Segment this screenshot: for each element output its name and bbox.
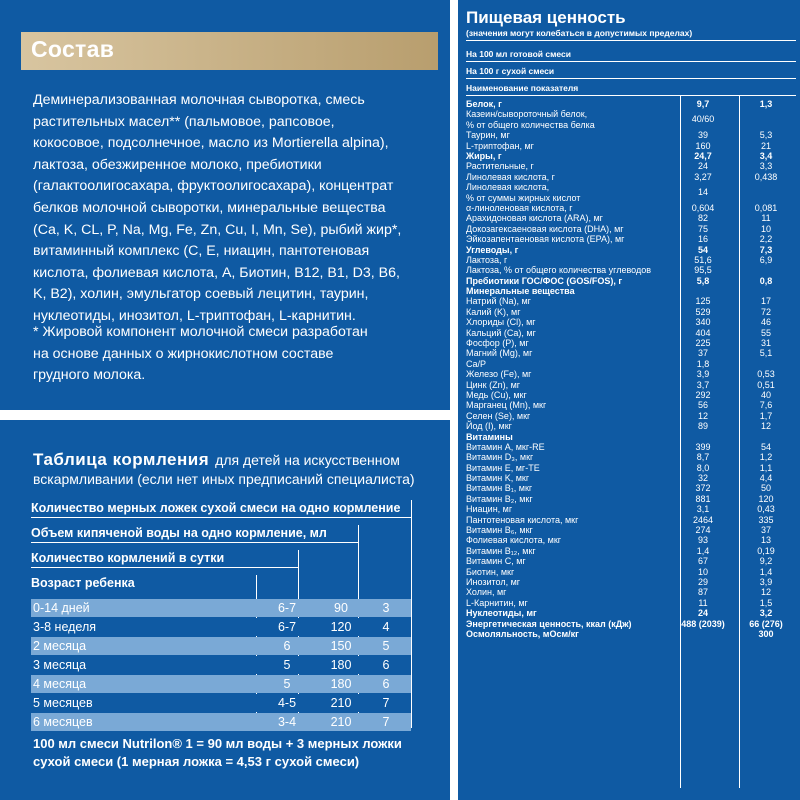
nutrient-name: Инозитол, мг (466, 577, 521, 587)
nutrient-name: Углеводы, г (466, 244, 519, 255)
per-100ml-value: 0,19 (757, 545, 775, 556)
nutrition-row (466, 276, 798, 286)
nutrition-row (466, 463, 798, 473)
nutrient-name: Витамин B₁, мкг (466, 483, 533, 494)
header-water: Объем кипяченой воды на одно кормление, мл (31, 525, 358, 543)
nutrition-row (466, 390, 798, 400)
per-100ml-value: 55 (760, 327, 771, 338)
header-spoons: Количество мерных ложек сухой смеси на одно кормление (31, 500, 411, 518)
composition-panel (0, 0, 450, 410)
per-100ml-value: 0,53 (757, 369, 775, 380)
nutrient-name: Биотин, мкг (466, 566, 515, 577)
nutrient-name: Ниацин, мг (466, 504, 513, 515)
per-100ml-value: 0,51 (757, 379, 775, 390)
water-cell: 120 (330, 620, 352, 634)
per-100g-value: 24 (697, 608, 708, 619)
spoons-cell: 3-4 (277, 715, 297, 729)
nutrition-row (466, 141, 798, 151)
per-100ml-value: 9,2 (759, 556, 773, 567)
per-100g-value: 11 (698, 597, 708, 608)
per-100ml-value: 6,9 (759, 254, 773, 265)
feeding-table-title: Таблица кормления (33, 450, 210, 469)
per-100ml-value: 1,7 (759, 410, 773, 421)
ingredients-text: Деминерализованная молочная сыворотка, смесь растительных масел** (пальмовое, рапсовое, кокосовое, подсолнечное, масло из Mortierella alpina), лактоза, обезжиренное молоко, пребиотики (галактоолигосахара, фруктоолигосахара), концентрат белков молочной сыворотки, минеральные вещества (Ca, K, CL, P, Na, Mg, Fe, Zn, Cu, I, Mn, Se), рыбий жир*, витаминный комплекс (C, E, ниацин, пантотеновая кислота, фолиевая кислота, А, Биотин, B12, B1, D3, B6, K, B2), холин, эмульгатор соевый лецитин, таурин, нуклеотиды, инозитол, L-триптофан, L-карнитин. (33, 92, 402, 324)
fat-component-note: * Жировой компонент молочной смеси разработан на основе данных о жирнокислотном составе грудного молока. (33, 324, 368, 384)
composition-title: Состав (31, 36, 115, 62)
per-100g-value: 0,604 (691, 202, 715, 213)
nutrient-name: α-линоленовая кислота, г (466, 202, 573, 213)
nutrient-name: Калий (K), мг (466, 306, 521, 317)
nutrition-row (466, 328, 798, 338)
feeding-row (31, 694, 411, 712)
per-100ml-value: 11 (761, 213, 771, 224)
nutrition-row (466, 182, 798, 203)
per-100ml-value: 50 (760, 483, 771, 494)
water-cell: 210 (330, 715, 352, 729)
per-100g-value: 16 (697, 234, 708, 245)
nutrient-name: Витамин A, мкг-RE (466, 441, 545, 452)
per-100ml-value: 21 (760, 140, 771, 151)
nutrition-row (466, 380, 798, 390)
per-100g-value: 125 (695, 296, 711, 307)
per-100g-value: 529 (695, 306, 711, 317)
age-cell: 4 месяца (33, 677, 87, 691)
nutrient-name: Лактоза, % от общего количества углеводов (466, 265, 651, 276)
per-100ml-value: 1,2 (759, 452, 773, 463)
per-100g-value: 340 (695, 317, 711, 328)
per-100ml-value: 66 (276) (749, 618, 783, 629)
per-100g-value: 274 (695, 525, 711, 536)
per-100g-value: 89 (697, 421, 708, 432)
per-100ml-value: 3,9 (759, 577, 773, 587)
nutrition-row (466, 535, 798, 545)
nutrition-row (466, 577, 798, 587)
spoons-cell: 6 (283, 639, 291, 653)
nutrient-name: Растительные, г (466, 161, 534, 172)
nutrition-row (466, 296, 798, 306)
nutrition-row (466, 473, 798, 483)
per-100g-value: 3,1 (696, 504, 710, 515)
spoons-cell: 6-7 (277, 620, 297, 634)
nutrition-title: Пищевая ценность (466, 8, 626, 27)
nutrient-name: Белок, г (466, 99, 502, 109)
feeding-row (31, 713, 411, 731)
per-100ml-value: 300 (758, 628, 774, 639)
spoons-cell: 5 (283, 677, 291, 691)
per-100g-value: 24 (697, 161, 708, 172)
nutrition-row (466, 348, 798, 358)
spoons-cell: 5 (283, 658, 291, 672)
nutrient-name: L-Карнитин, мг (466, 597, 528, 608)
per-100ml-value: 12 (760, 587, 771, 598)
feeding-row (31, 637, 411, 655)
per-100g-value: 225 (695, 338, 711, 349)
composition-title-band (21, 32, 438, 70)
nutrient-name: Арахидоновая кислота (ARA), мг (466, 213, 603, 224)
feeds-cell: 4 (382, 620, 390, 634)
per-100g-value: 3,7 (696, 379, 710, 390)
per-100ml-value: 4,4 (759, 473, 773, 484)
per-100ml-value: 0,438 (754, 171, 778, 182)
per-100ml-value: 46 (760, 317, 771, 328)
nutrient-name: Витамин D₃, мкг (466, 452, 534, 463)
per-100ml-value: 72 (760, 306, 771, 317)
nutrient-name: Железо (Fe), мг (466, 369, 532, 380)
water-cell: 180 (330, 677, 352, 691)
column-header-name: Наименование показателя (466, 83, 796, 96)
nutrition-row (466, 421, 798, 431)
per-100ml-value: 335 (758, 514, 774, 525)
per-100ml-value: 37 (760, 525, 771, 536)
per-100g-value: 8,7 (696, 452, 710, 463)
per-100ml-value: 17 (760, 296, 771, 307)
per-100g-value: 56 (697, 400, 708, 411)
feeding-footnote: 100 мл смеси Nutrilon® 1 = 90 мл воды + 3 мерных ложки сухой смеси (1 мерная ложка = 4,53 г сухой смеси) (33, 736, 402, 769)
nutrition-row (466, 525, 798, 535)
nutrition-row (466, 515, 798, 525)
nutrient-name: Пребиотики ГОС/ФОС (GOS/FOS), г (466, 275, 623, 286)
nutrition-row (466, 317, 798, 327)
per-100ml-value: 7,6 (759, 400, 773, 411)
per-100g-value: 12 (697, 410, 708, 421)
per-100g-value: 24,7 (694, 150, 712, 161)
per-100ml-value: 40 (760, 389, 771, 400)
nutrient-name: Казеин/сывороточный белок, % от общего количества белка (466, 109, 595, 130)
per-100g-value: 39 (697, 130, 708, 141)
age-cell: 5 месяцев (33, 696, 93, 710)
per-100ml-value: 0,8 (759, 275, 773, 286)
per-100g-value: 2464 (692, 514, 714, 525)
per-100g-value: 1,8 (696, 358, 710, 369)
per-100ml-value: 1,1 (759, 462, 773, 473)
per-100g-value: 95,5 (694, 265, 712, 276)
per-100g-value: 14 (697, 187, 708, 198)
per-100g-value: 5,8 (696, 275, 710, 286)
feeds-cell: 3 (382, 601, 390, 615)
nutrient-name: Витамин E, мг-TE (466, 462, 540, 473)
nutrition-subtitle: (значения могут колебаться в допустимых пределах) (466, 28, 796, 41)
per-100g-value: 54 (697, 244, 708, 255)
per-100g-value: 881 (695, 493, 711, 504)
age-cell: 3-8 неделя (33, 620, 97, 634)
feeds-cell: 5 (382, 639, 390, 653)
per-100g-value: 292 (695, 389, 711, 400)
per-100g-value: 3,9 (696, 369, 710, 380)
per-100g-value: 82 (697, 213, 708, 224)
nutrient-name: Холин, мг (466, 587, 507, 598)
per-100ml-value: 3,3 (759, 161, 773, 172)
age-cell: 0-14 дней (33, 601, 90, 615)
per-100g-value: 404 (695, 327, 711, 338)
nutrient-name: Витамин C, мг (466, 556, 526, 567)
per-100g-value: 399 (695, 441, 711, 452)
nutrient-name: Эйкозапентаеновая кислота (EPA), мг (466, 234, 625, 245)
nutrient-name: Селен (Se), мкг (466, 410, 531, 421)
nutrient-name: Натрий (Na), мг (466, 296, 531, 307)
per-100g-value: 9,7 (696, 99, 710, 109)
per-100g-value: 160 (695, 140, 711, 151)
nutrition-row (466, 567, 798, 577)
nutrient-name: Ca/P (466, 358, 487, 369)
nutrient-name: L-триптофан, мг (466, 140, 534, 151)
nutrient-name: Витамины (466, 431, 513, 442)
per-100g-value: 67 (697, 556, 708, 567)
nutrient-name: Лактоза, г (466, 254, 508, 265)
nutrition-row (466, 130, 798, 140)
nutrient-name: Линолевая кислота, % от суммы жирных кислот (466, 182, 581, 203)
feeds-cell: 6 (382, 677, 390, 691)
per-100g-value: 75 (697, 223, 708, 234)
nutrient-name: Медь (Cu), мкг (466, 389, 527, 400)
nutrition-row (466, 307, 798, 317)
nutrition-row (466, 432, 798, 442)
water-cell: 210 (330, 696, 352, 710)
nutrition-row (466, 619, 798, 629)
nutrition-row (466, 494, 798, 504)
water-cell: 150 (330, 639, 352, 653)
nutrition-row (466, 338, 798, 348)
nutrient-name: Нуклеотиды, мг (466, 608, 537, 619)
per-100g-value: 29 (697, 577, 708, 587)
nutrition-row (466, 629, 798, 639)
nutrient-name: Кальций (Ca), мг (466, 327, 536, 338)
per-100ml-value: 1,3 (759, 99, 773, 109)
nutrient-name: Хлориды (Cl), мг (466, 317, 536, 328)
nutrient-name: Докозагексаеновая кислота (DHA), мг (466, 223, 624, 234)
per-100g-value: 37 (697, 348, 708, 359)
per-100ml-value: 5,1 (759, 348, 773, 359)
nutrition-row (466, 369, 798, 379)
per-100ml-value: 1,4 (759, 566, 773, 577)
per-100g-value: 488 (2039) (681, 618, 725, 629)
column-header-dry: На 100 г сухой смеси (466, 66, 796, 79)
nutrition-row (466, 483, 798, 493)
feeding-row (31, 618, 411, 636)
feeding-table-panel (0, 420, 450, 800)
nutrient-name: Пантотеновая кислота, мкг (466, 514, 579, 525)
nutrient-name: Фосфор (P), мг (466, 338, 529, 349)
per-100ml-value: 31 (760, 338, 771, 349)
spoons-cell: 4-5 (277, 696, 297, 710)
nutrition-row (466, 504, 798, 514)
nutrition-row (466, 161, 798, 171)
nutrition-row (466, 452, 798, 462)
nutrient-name: Таурин, мг (466, 130, 510, 141)
age-cell: 2 месяца (33, 639, 87, 653)
per-100g-value: 51,6 (694, 254, 712, 265)
feeding-table-heading (33, 450, 433, 489)
per-100ml-value: 13 (760, 535, 771, 546)
per-100ml-value: 3,4 (759, 150, 773, 161)
header-age: Возраст ребенка (31, 576, 135, 590)
per-100ml-value: 0,43 (757, 504, 775, 515)
nutrient-name: Энергетическая ценность, ккал (кДж) (466, 618, 632, 629)
nutrition-row (466, 265, 798, 275)
nutrition-row (466, 608, 798, 618)
nutrition-row (466, 359, 798, 369)
column-header-ready: На 100 мл готовой смеси (466, 49, 796, 62)
nutrient-name: Витамин K, мкг (466, 473, 530, 484)
feeds-cell: 7 (382, 696, 390, 710)
per-100ml-value: 12 (760, 421, 771, 432)
nutrient-name: Витамин B₁₂, мкг (466, 545, 536, 556)
nutrition-row (466, 234, 798, 244)
feeding-row (31, 599, 411, 617)
age-cell: 3 месяца (33, 658, 87, 672)
spoons-cell: 6-7 (277, 601, 297, 615)
per-100ml-value: 54 (760, 441, 771, 452)
nutrition-row (466, 109, 798, 130)
per-100g-value: 10 (697, 566, 708, 577)
nutrition-row (466, 587, 798, 597)
nutrient-name: Витамин B₆, мкг (466, 525, 533, 536)
nutrition-row (466, 400, 798, 410)
feeding-row (31, 656, 411, 674)
per-100ml-value: 3,2 (759, 608, 773, 619)
column-divider (411, 500, 412, 728)
nutrient-name: Осмоляльность, мОсм/кг (466, 628, 579, 639)
nutrition-row (466, 213, 798, 223)
nutrient-name: Жиры, г (466, 150, 502, 161)
per-100g-value: 87 (697, 587, 708, 598)
feeding-row (31, 675, 411, 693)
per-100g-value: 8,0 (696, 462, 710, 473)
nutrition-row (466, 99, 798, 109)
per-100ml-value: 1,5 (759, 597, 773, 608)
per-100g-value: 372 (695, 483, 711, 494)
per-100g-value: 40/60 (691, 114, 715, 125)
nutrition-row (466, 172, 798, 182)
nutrition-rows (466, 99, 798, 639)
nutrition-row (466, 203, 798, 213)
nutrient-name: Витамин B₂, мкг (466, 493, 533, 504)
per-100g-value: 3,27 (694, 171, 712, 182)
per-100g-value: 32 (697, 473, 708, 484)
feeds-cell: 7 (382, 715, 390, 729)
header-feeds: Количество кормлений в сутки (31, 550, 298, 568)
age-cell: 6 месяцев (33, 715, 93, 729)
nutrition-row (466, 255, 798, 265)
feeding-table-subtitle: для детей на искусственном вскармливании (если нет иных предписаний специалиста) (33, 452, 415, 487)
nutrient-name: Цинк (Zn), мг (466, 379, 521, 390)
nutrient-name: Магний (Mg), мг (466, 348, 533, 359)
nutrition-row (466, 245, 798, 255)
per-100ml-value: 5,3 (759, 130, 773, 141)
per-100g-value: 1,4 (696, 545, 710, 556)
water-cell: 180 (330, 658, 352, 672)
nutrition-row (466, 151, 798, 161)
nutrient-name: Линолевая кислота, г (466, 171, 555, 182)
per-100ml-value: 0,081 (754, 202, 778, 213)
nutrition-row (466, 556, 798, 566)
nutrition-row (466, 442, 798, 452)
nutrition-row (466, 224, 798, 234)
nutrition-row (466, 546, 798, 556)
feeds-cell: 6 (382, 658, 390, 672)
water-cell: 90 (334, 601, 348, 615)
nutrition-panel (458, 0, 800, 800)
nutrition-row (466, 411, 798, 421)
nutrient-name: Йод (I), мкг (466, 421, 512, 432)
nutrition-row (466, 598, 798, 608)
nutrient-name: Минеральные вещества (466, 286, 575, 297)
nutrient-name: Марганец (Mn), мкг (466, 400, 547, 411)
per-100ml-value: 10 (760, 223, 771, 234)
per-100ml-value: 7,3 (759, 244, 773, 255)
nutrient-name: Фолиевая кислота, мкг (466, 535, 562, 546)
nutrition-row (466, 286, 798, 296)
per-100g-value: 93 (697, 535, 708, 546)
per-100ml-value: 120 (758, 493, 774, 504)
per-100ml-value: 2,2 (759, 234, 773, 245)
